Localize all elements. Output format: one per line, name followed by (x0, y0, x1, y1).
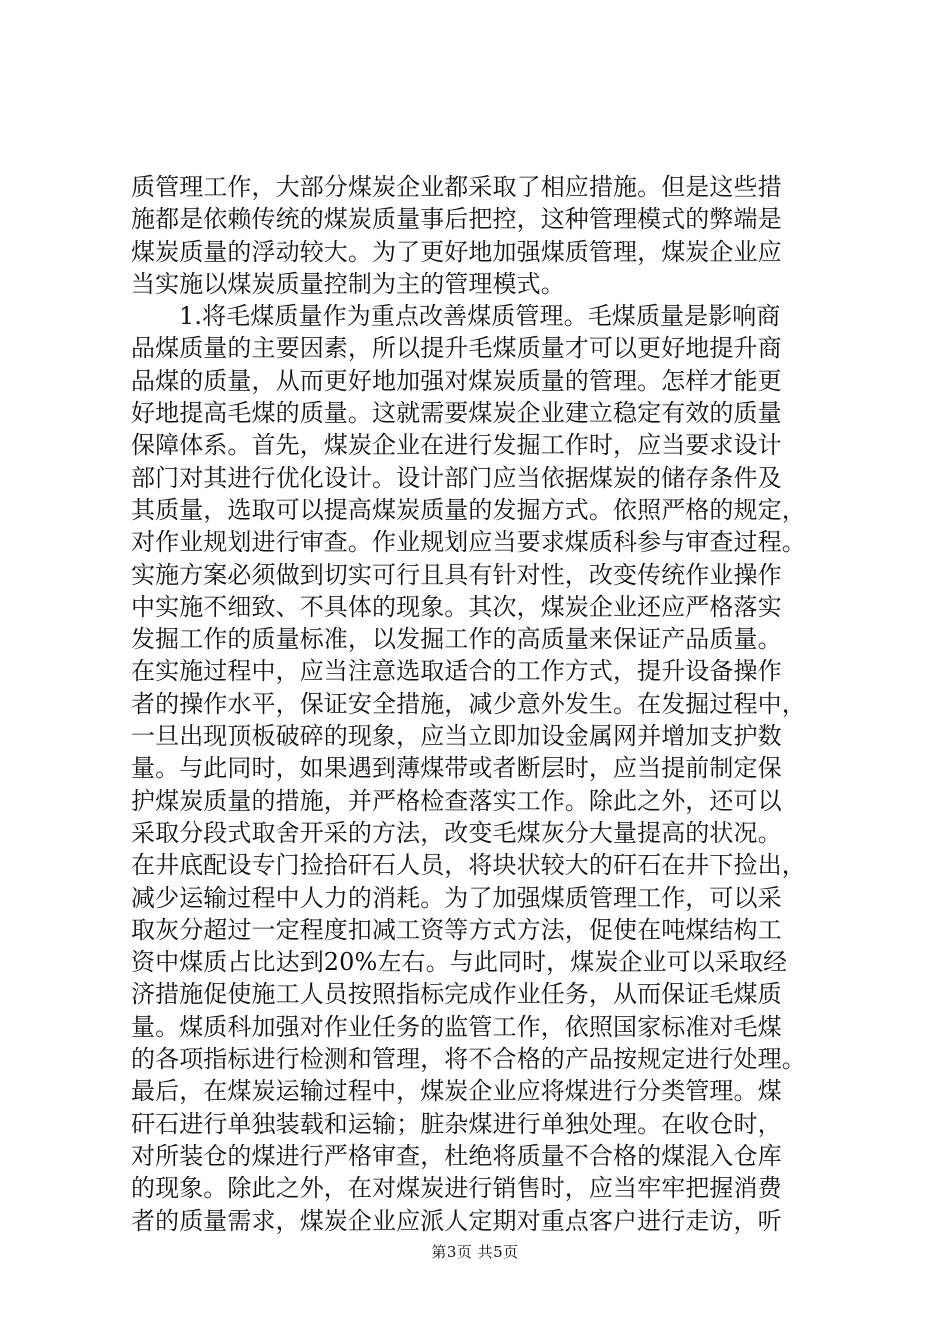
text-line: 采取分段式取舍开采的方法，改变毛煤灰分大量提高的状况。 (131, 818, 782, 847)
body-text (131, 171, 831, 1237)
paragraph-start-line: 1.将毛煤质量作为重点改善煤质管理。毛煤质量是影响商 (179, 302, 781, 331)
text-line: 品煤质量的主要因素，所以提升毛煤质量才可以更好地提升商 (131, 334, 782, 363)
text-line: 对所装仓的煤进行严格审查，杜绝将质量不合格的煤混入仓库 (131, 1141, 782, 1170)
text-line: 的各项指标进行检测和管理，将不合格的产品按规定进行处理。 (131, 1045, 806, 1074)
text-line: 部门对其进行优化设计。设计部门应当依据煤炭的储存条件及 (131, 463, 782, 492)
text-line: 者的质量需求，煤炭企业应派人定期对重点客户进行走访，听 (131, 1206, 782, 1235)
text-line: 对作业规划进行审查。作业规划应当要求煤质科参与审查过程。 (131, 528, 806, 557)
text-line: 减少运输过程中人力的消耗。为了加强煤质管理工作，可以采 (131, 883, 782, 912)
text-line: 施都是依赖传统的煤炭质量事后把控，这种管理模式的弊端是 (131, 205, 782, 234)
text-line: 量。与此同时，如果遇到薄煤带或者断层时，应当提前制定保 (131, 754, 782, 783)
text-line: 最后，在煤炭运输过程中，煤炭企业应将煤进行分类管理。煤 (131, 1077, 782, 1106)
page-number-footer: 第3页 共5页 (431, 1243, 519, 1261)
text-line: 品煤的质量，从而更好地加强对煤炭质量的管理。怎样才能更 (131, 366, 782, 395)
text-line: 中实施不细致、不具体的现象。其次，煤炭企业还应严格落实 (131, 592, 782, 621)
text-line: 发掘工作的质量标准，以发掘工作的高质量来保证产品质量。 (131, 625, 782, 654)
text-line: 质管理工作，大部分煤炭企业都采取了相应措施。但是这些措 (131, 173, 782, 201)
text-line: 煤炭质量的浮动较大。为了更好地加强煤质管理，煤炭企业应 (131, 237, 782, 266)
text-line: 量。煤质科加强对作业任务的监管工作，依照国家标准对毛煤 (131, 1012, 782, 1041)
text-line: 其质量，选取可以提高煤炭质量的发掘方式。依照严格的规定， (131, 495, 806, 524)
text-line: 资中煤质占比达到20%左右。与此同时，煤炭企业可以采取经 (131, 948, 788, 977)
text-line: 当实施以煤炭质量控制为主的管理模式。 (131, 269, 565, 298)
text-line: 的现象。除此之外，在对煤炭进行销售时，应当牢牢把握消费 (131, 1174, 782, 1203)
text-line: 矸石进行单独装载和运输；脏杂煤进行单独处理。在收仓时， (131, 1109, 782, 1138)
text-line: 实施方案必须做到切实可行且具有针对性，改变传统作业操作 (131, 560, 782, 589)
text-line: 护煤炭质量的措施，并严格检查落实工作。除此之外，还可以 (131, 786, 782, 815)
text-line: 者的操作水平，保证安全措施，减少意外发生。在发掘过程中， (131, 689, 806, 718)
text-line: 好地提高毛煤的质量。这就需要煤炭企业建立稳定有效的质量 (131, 399, 782, 428)
text-line: 保障体系。首先，煤炭企业在进行发掘工作时，应当要求设计 (131, 431, 782, 460)
text-line: 在井底配设专门捡拾矸石人员，将块状较大的矸石在井下捡出， (131, 851, 806, 880)
text-line: 一旦出现顶板破碎的现象，应当立即加设金属网并增加支护数 (131, 722, 782, 751)
text-line: 取灰分超过一定程度扣减工资等方式方法，促使在吨煤结构工 (131, 915, 782, 944)
text-line: 济措施促使施工人员按照指标完成作业任务，从而保证毛煤质 (131, 980, 782, 1009)
text-line: 在实施过程中，应当注意选取适合的工作方式，提升设备操作 (131, 657, 782, 686)
